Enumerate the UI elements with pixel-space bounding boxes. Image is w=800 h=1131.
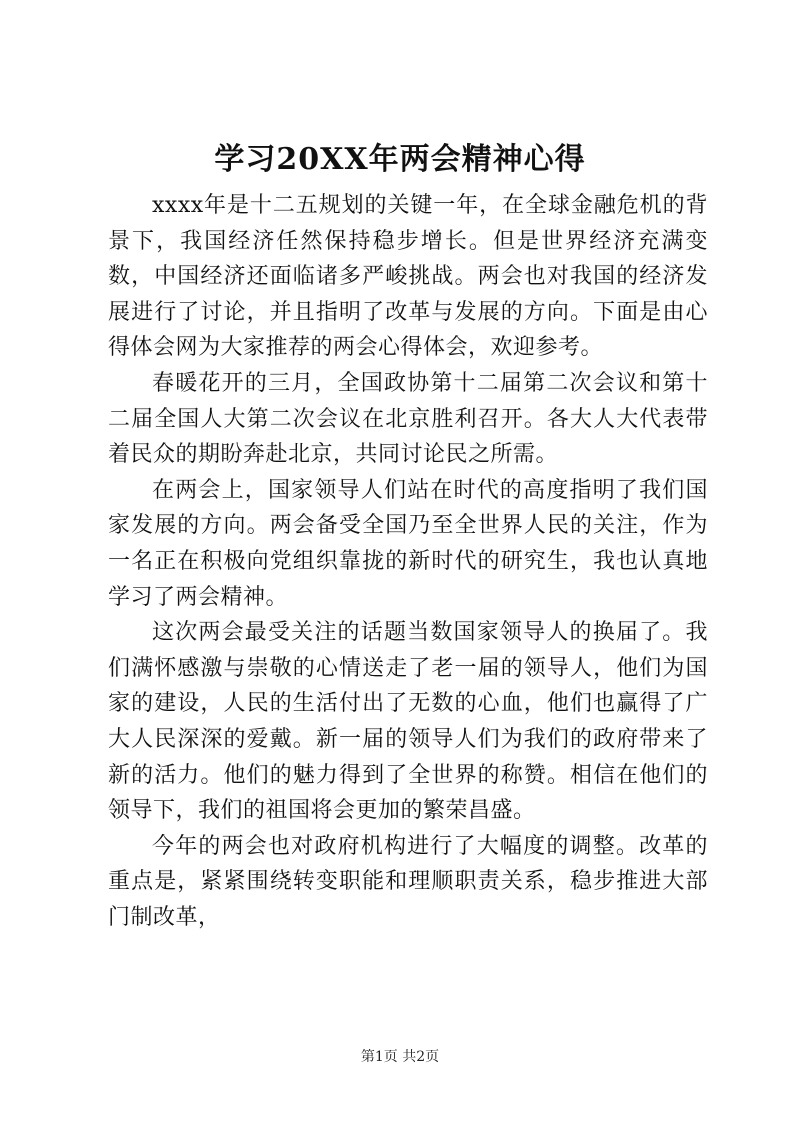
paragraph-5: 今年的两会也对政府机构进行了大幅度的调整。改革的重点是，紧紧围绕转变职能和理顺职责关系，稳步推进大部门制改革， [108,833,708,930]
paragraph-2: 春暖花开的三月，全国政协第十二届第二次会议和第十二届全国人大第二次会议在北京胜利召开。各大人大代表带着民众的期盼奔赴北京，共同讨论民之所需。 [108,370,708,468]
document-title: 学习20XX年两会精神心得 [214,142,586,177]
page-number-footer: 第1页 共2页 [360,1049,440,1065]
document-body [108,188,708,935]
paragraph-1: xxxx年是十二五规划的关键一年，在全球金融危机的背景下，我国经济任然保持稳步增长。但是世界经济充满变数，中国经济还面临诸多严峻挑战。两会也对我国的经济发展进行了讨论，并且指明了改革与发展的方向。下面是由心得体会网为大家推荐的两会心得体会，欢迎参考。 [108,193,708,361]
paragraph-4: 这次两会最受关注的话题当数国家领导人的换届了。我们满怀感激与崇敬的心情送走了老一届的领导人，他们为国家的建设，人民的生活付出了无数的心血，他们也赢得了广大人民深深的爱戴。新一届的领导人们为我们的政府带来了新的活力。他们的魅力得到了全世界的称赞。相信在他们的领导下，我们的祖国将会更加的繁荣昌盛。 [108,620,708,824]
paragraph-3: 在两会上，国家领导人们站在时代的高度指明了我们国家发展的方向。两会备受全国乃至全世界人民的关注，作为一名正在积极向党组织靠拢的新时代的研究生，我也认真地学习了两会精神。 [108,477,708,610]
